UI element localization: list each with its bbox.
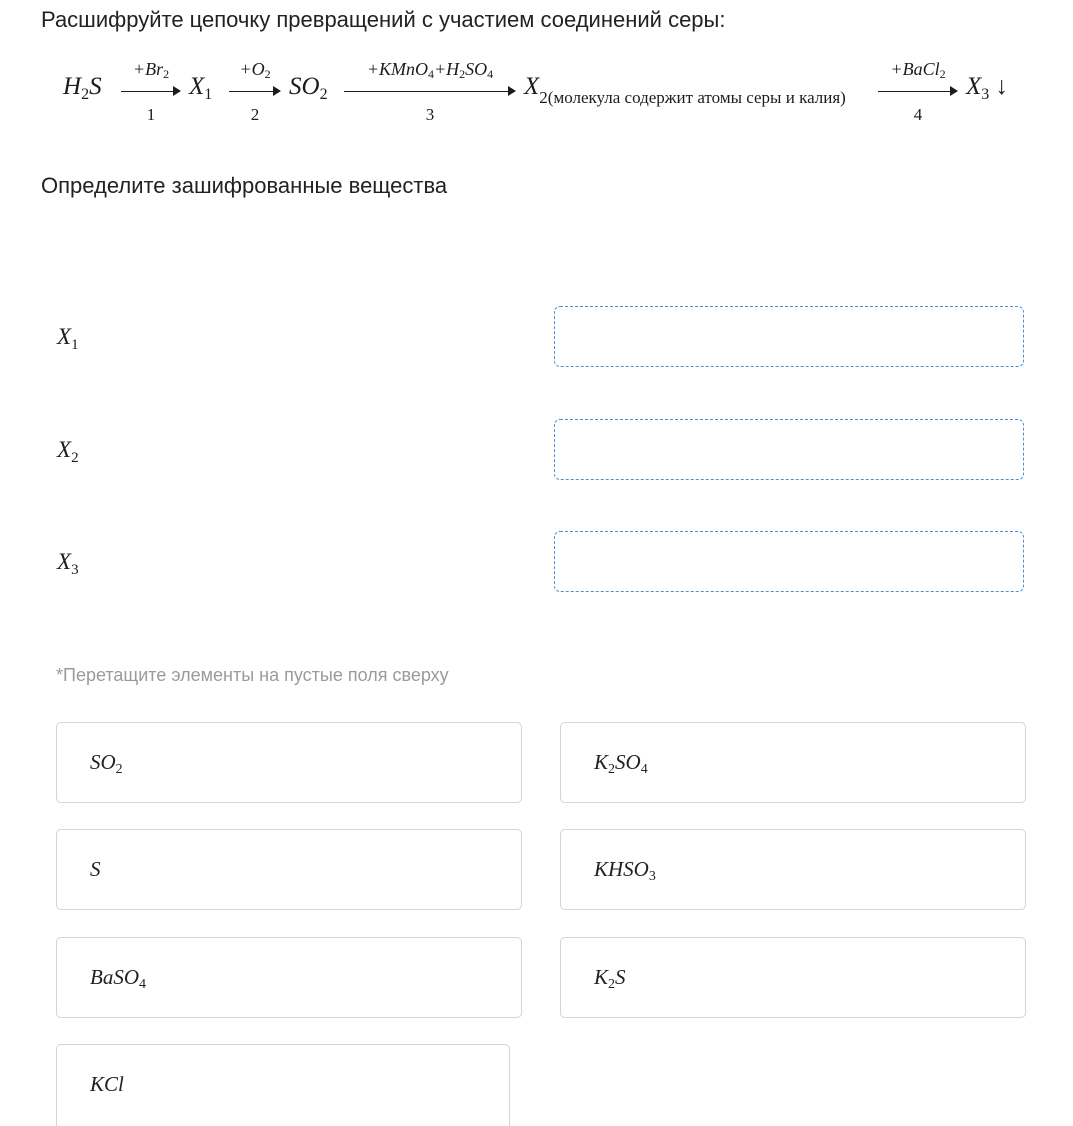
drop-zone-x2[interactable] <box>554 419 1024 480</box>
arrow-4-step: 4 <box>913 105 923 124</box>
arrow-4-reagent: +BaCl$_2$ <box>890 59 946 81</box>
arrow-1-step: 1 <box>146 105 156 124</box>
option-kcl[interactable] <box>56 1044 510 1126</box>
option-formula: BaSO$_4$ <box>90 965 146 992</box>
arrow-2-step: 2 <box>250 105 260 124</box>
question-title: Расшифруйте цепочку превращений с участием соединений серы: <box>41 7 726 32</box>
slot-label-x1: $X_1$ <box>57 324 79 353</box>
chain-arrow-3 <box>344 55 516 135</box>
option-baso4[interactable] <box>56 937 522 1018</box>
precipitate-arrow-icon: ↓ <box>995 73 1009 100</box>
chain-x3: $X_3$ ↓ <box>966 73 1009 103</box>
option-s[interactable] <box>56 829 522 910</box>
slot-label-x2: $X_2$ <box>57 437 79 466</box>
option-formula: $K_2SO_4$ <box>594 750 648 777</box>
option-formula: $KHSO_3$ <box>594 857 656 884</box>
drop-zone-x3[interactable] <box>554 531 1024 592</box>
chain-arrow-4 <box>878 55 958 135</box>
drop-zone-x1[interactable] <box>554 306 1024 367</box>
arrow-1-reagent: $+Br_2$ <box>132 59 170 81</box>
option-formula: KCl <box>90 1072 124 1096</box>
option-formula: $K_2S$ <box>594 965 626 992</box>
arrow-2-reagent: $+O_2$ <box>239 59 271 81</box>
chain-x2: $X_{2(молекула содержит атомы серы и калия)}$ <box>524 73 846 107</box>
chain-arrow-1 <box>121 55 181 135</box>
option-k2s[interactable] <box>560 937 1026 1018</box>
arrow-3-reagent: $+KMnO_4+H_2SO_4$ <box>366 59 494 81</box>
option-k2so4[interactable] <box>560 722 1026 803</box>
question-subtitle: Определите зашифрованные вещества <box>41 173 448 198</box>
chain-arrow-2 <box>229 55 281 135</box>
chain-so2: $SO_2$ <box>289 73 328 103</box>
arrow-3-step: 3 <box>425 105 435 124</box>
drag-hint: *Перетащите элементы на пустые поля сверху <box>56 665 449 685</box>
option-khso3[interactable] <box>560 829 1026 910</box>
option-formula: S <box>90 857 101 881</box>
reaction-chain <box>0 55 1073 135</box>
option-so2[interactable] <box>56 722 522 803</box>
option-formula: $SO_2$ <box>90 750 123 777</box>
x2-note: (молекула содержит атомы серы и калия) <box>547 88 846 107</box>
slot-label-x3: $X_3$ <box>57 549 79 578</box>
chain-x1: $X_1$ <box>189 73 213 103</box>
chain-start-h2s: $H_2S$ <box>63 73 102 103</box>
